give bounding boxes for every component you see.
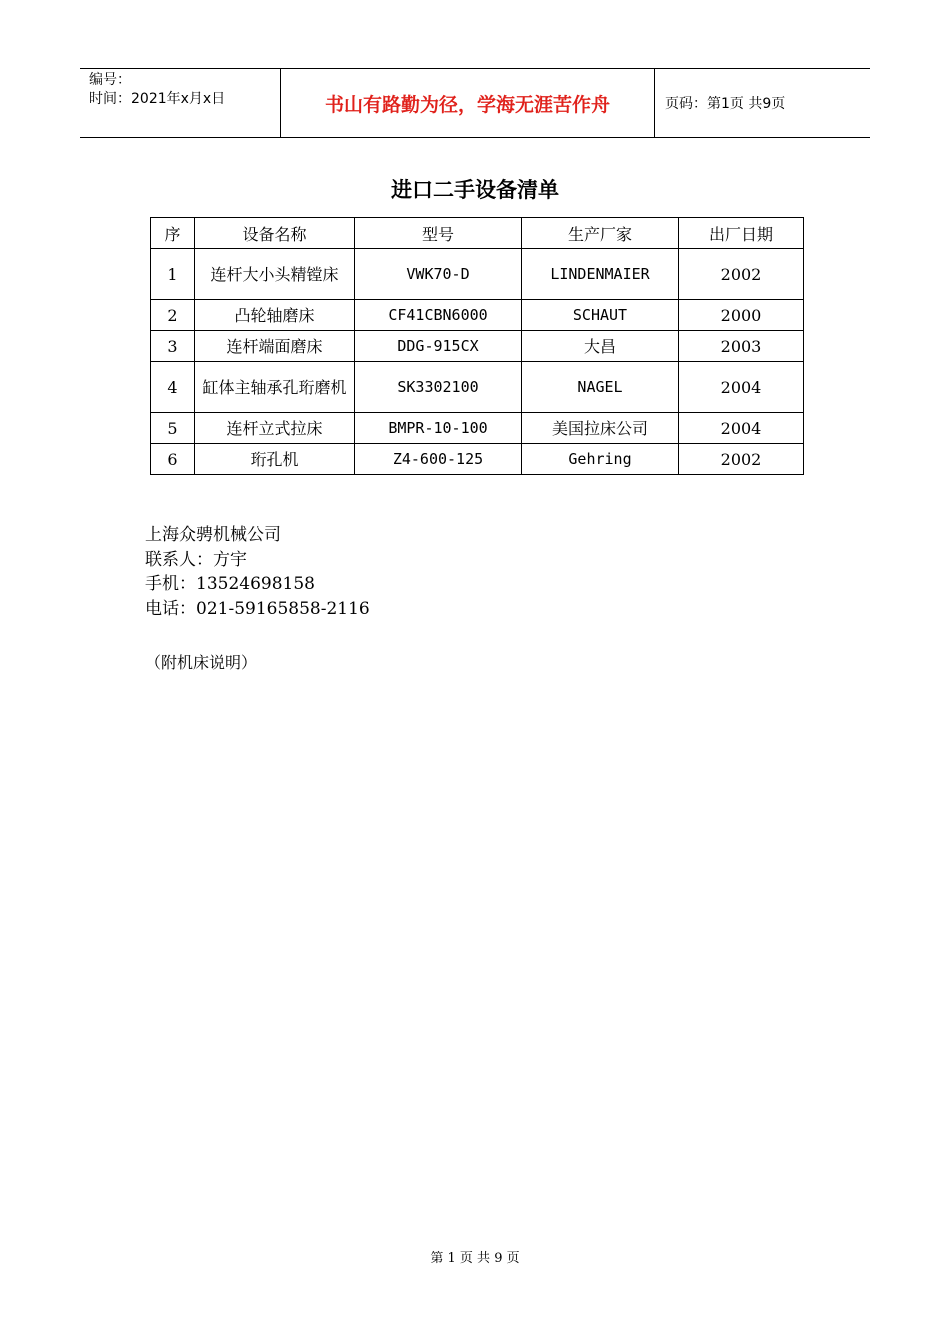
cell-model: CF41CBN6000	[355, 300, 522, 331]
cell-year: 2002	[679, 249, 804, 300]
number-label: 编号：	[89, 72, 131, 88]
cell-no: 3	[151, 331, 195, 362]
attachment-note: （附机床说明）	[145, 653, 258, 672]
cell-model: Z4-600-125	[355, 444, 522, 475]
cell-no: 5	[151, 413, 195, 444]
cell-maker: 美国拉床公司	[522, 413, 679, 444]
cell-model: DDG-915CX	[355, 331, 522, 362]
col-header-no: 序	[151, 218, 195, 249]
page-header	[80, 68, 870, 138]
col-header-maker: 生产厂家	[522, 218, 679, 249]
cell-no: 6	[151, 444, 195, 475]
table-row	[151, 362, 804, 413]
table-row	[151, 444, 804, 475]
mobile-number: 手机：13524698158	[145, 574, 315, 594]
cell-no: 2	[151, 300, 195, 331]
table-header-row	[151, 218, 804, 249]
cell-name: 缸体主轴承孔珩磨机	[195, 362, 355, 413]
cell-name: 连杆立式拉床	[195, 413, 355, 444]
cell-model: BMPR-10-100	[355, 413, 522, 444]
document-title: 进口二手设备清单	[391, 178, 559, 202]
cell-name: 珩孔机	[195, 444, 355, 475]
phone-number: 电话：021-59165858-2116	[145, 598, 370, 619]
cell-name: 连杆大小头精镗床	[195, 249, 355, 300]
table-row	[151, 413, 804, 444]
cell-year: 2004	[679, 413, 804, 444]
col-header-year: 出厂日期	[679, 218, 804, 249]
cell-year: 2003	[679, 331, 804, 362]
cell-model: VWK70-D	[355, 249, 522, 300]
page-footer: 第 1 页 共 9 页	[430, 1251, 520, 1266]
company-name: 上海众骋机械公司	[145, 525, 281, 545]
equipment-table	[150, 217, 804, 475]
col-header-model: 型号	[355, 218, 522, 249]
contact-block	[145, 523, 370, 621]
header-meta	[80, 69, 281, 137]
table-row	[151, 300, 804, 331]
cell-year: 2000	[679, 300, 804, 331]
header-motto: 书山有路勤为径，学海无涯苦作舟	[281, 69, 655, 137]
cell-year: 2002	[679, 444, 804, 475]
cell-no: 1	[151, 249, 195, 300]
cell-model: SK3302100	[355, 362, 522, 413]
cell-name: 连杆端面磨床	[195, 331, 355, 362]
col-header-name: 设备名称	[195, 218, 355, 249]
header-page-info: 页码：第1页 共9页	[665, 96, 786, 112]
cell-name: 凸轮轴磨床	[195, 300, 355, 331]
time-label: 时间：2021年x月x日	[89, 91, 226, 107]
cell-no: 4	[151, 362, 195, 413]
cell-maker: Gehring	[522, 444, 679, 475]
contact-person: 联系人：方宇	[145, 549, 247, 570]
cell-maker: NAGEL	[522, 362, 679, 413]
cell-year: 2004	[679, 362, 804, 413]
cell-maker: 大昌	[522, 331, 679, 362]
cell-maker: SCHAUT	[522, 300, 679, 331]
cell-maker: LINDENMAIER	[522, 249, 679, 300]
table-row	[151, 249, 804, 300]
table-row	[151, 331, 804, 362]
